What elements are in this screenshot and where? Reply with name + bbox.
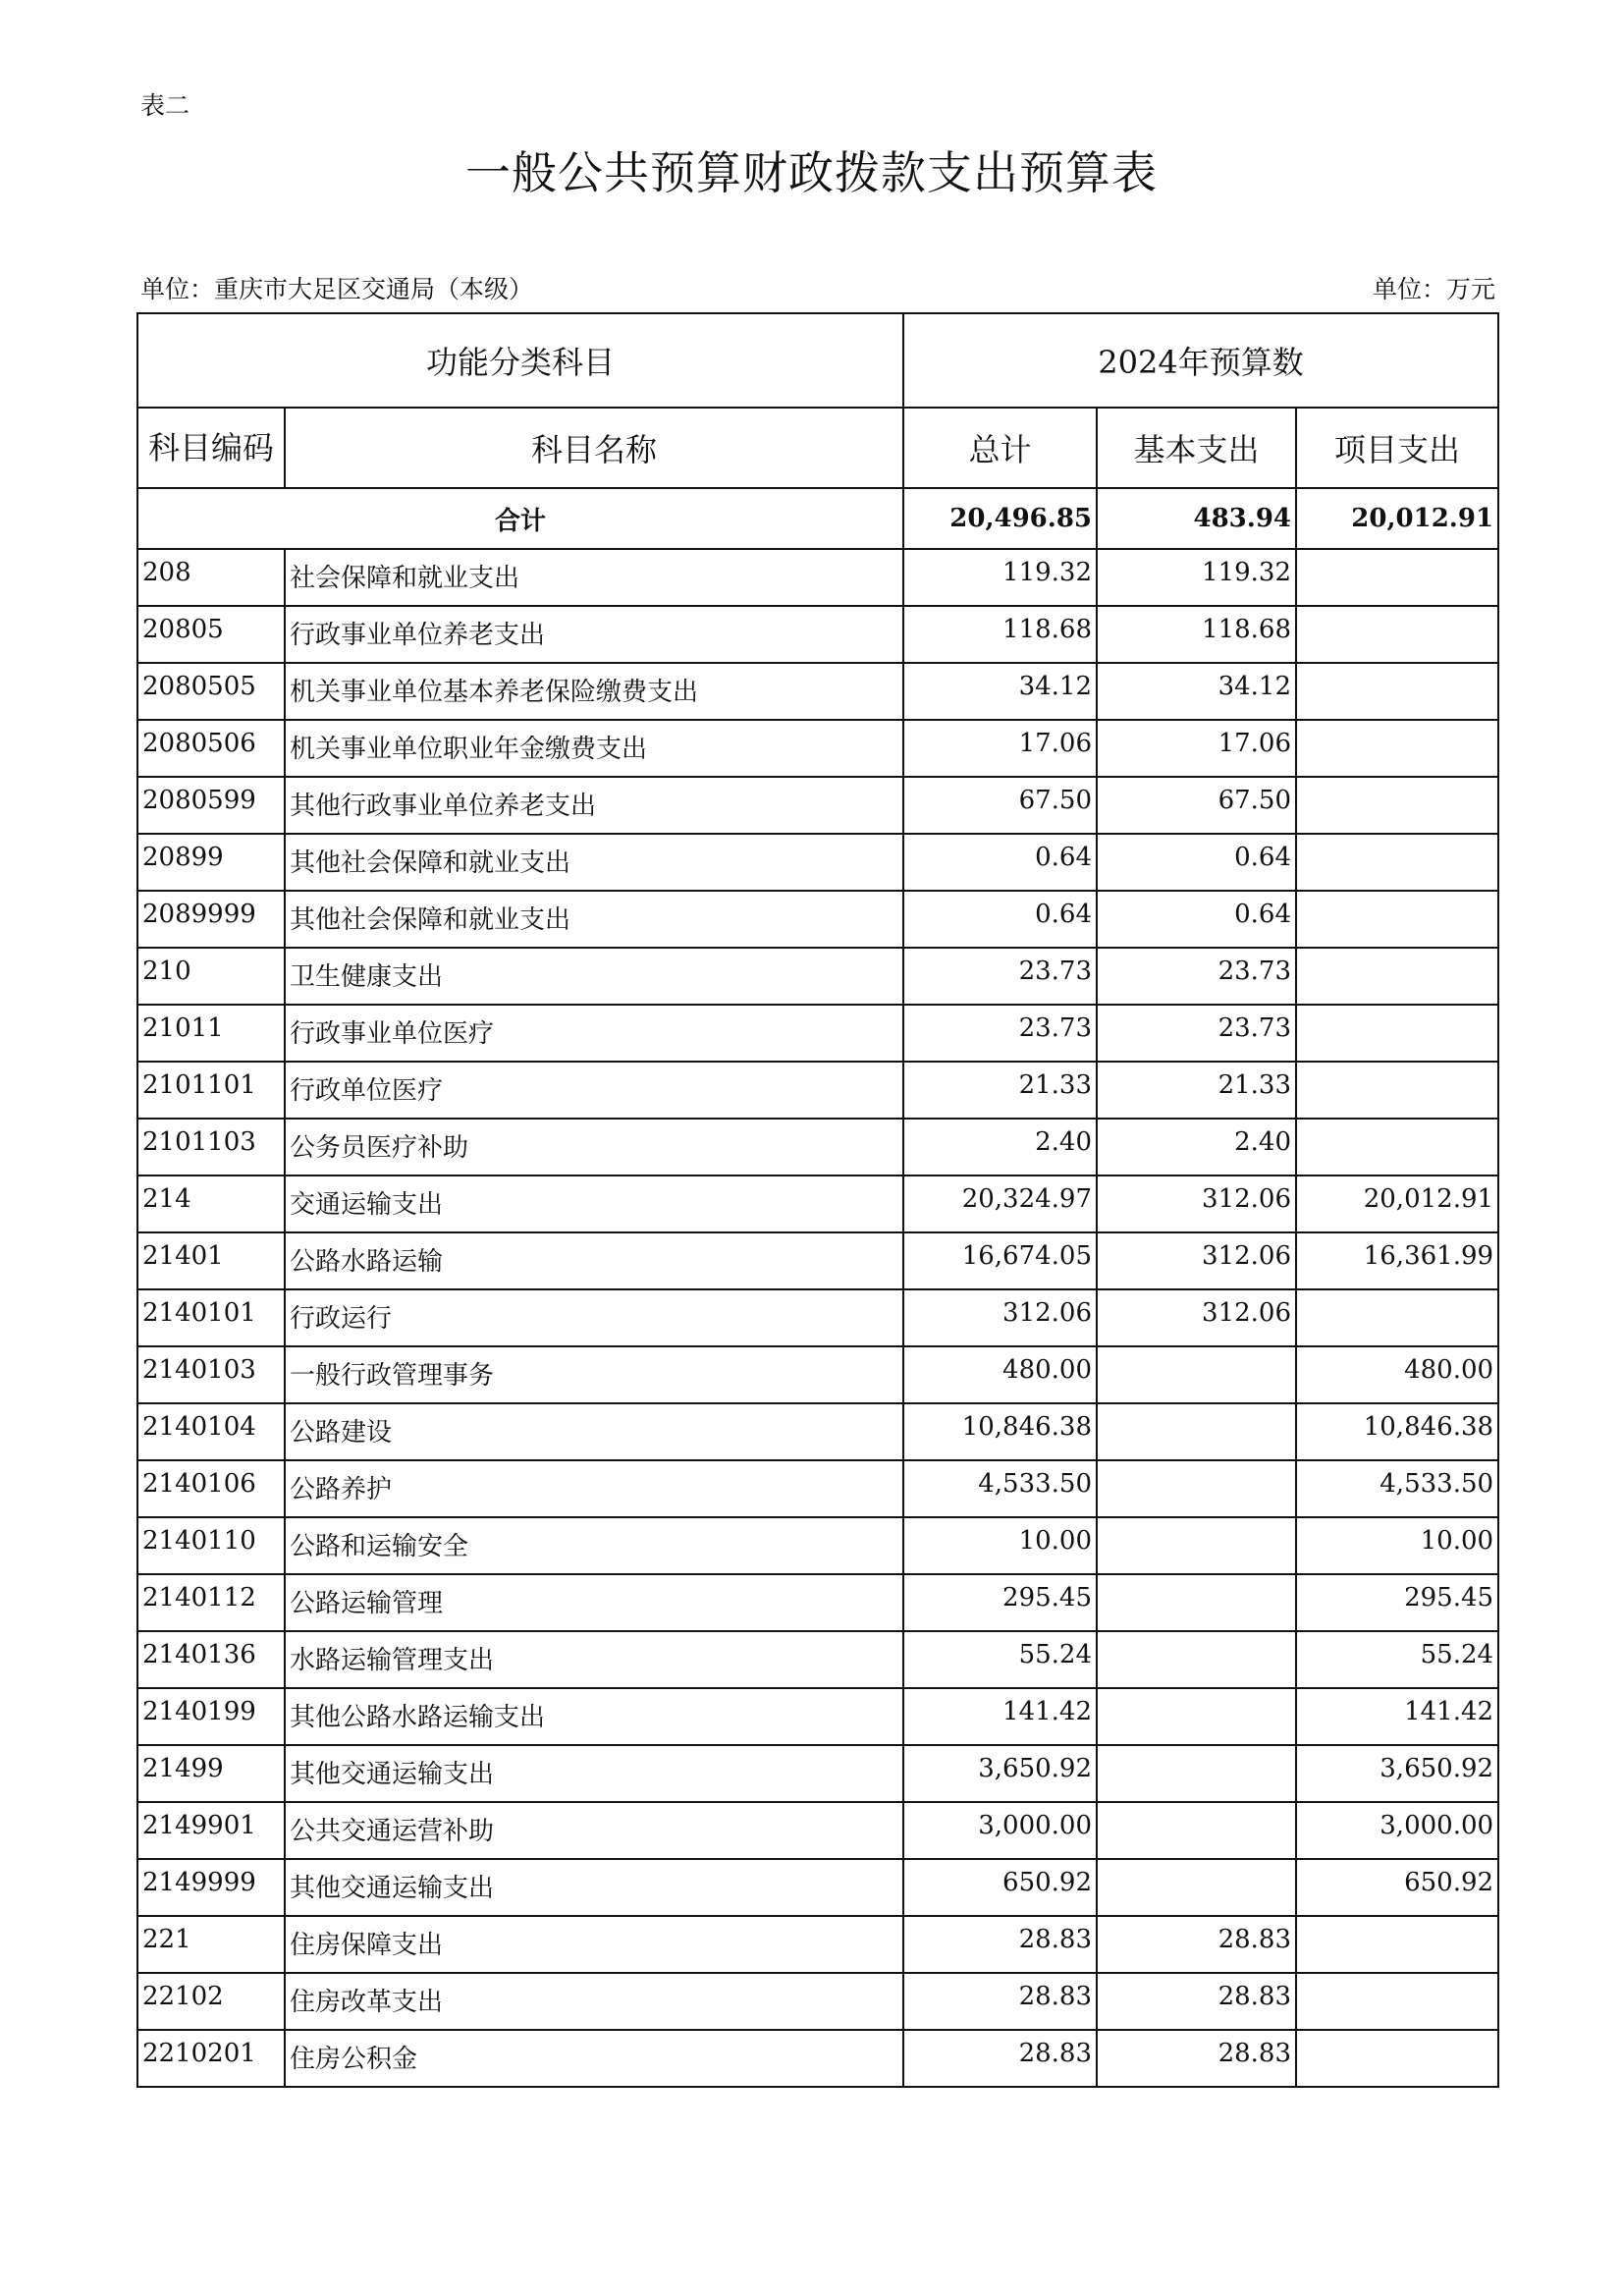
table-row [137,1802,1498,1859]
table-header-row-2 [137,408,1498,488]
row-name: 水路运输管理支出 [285,1631,903,1688]
row-name: 其他交通运输支出 [285,1745,903,1802]
row-name: 行政运行 [285,1289,903,1346]
row-name: 行政单位医疗 [285,1062,903,1119]
row-total: 0.64 [903,834,1097,891]
row-project: 3,000.00 [1296,1802,1498,1859]
header-function-category: 功能分类科目 [137,313,903,408]
row-project [1296,1062,1498,1119]
row-name: 其他社会保障和就业支出 [285,891,903,948]
row-name: 交通运输支出 [285,1175,903,1232]
total-label: 合计 [137,488,903,549]
row-basic [1097,1745,1296,1802]
row-project: 4,533.50 [1296,1460,1498,1517]
row-code: 2140103 [137,1346,285,1403]
table-row [137,1289,1498,1346]
row-name: 公共交通运营补助 [285,1802,903,1859]
row-name: 卫生健康支出 [285,948,903,1005]
row-total: 28.83 [903,1973,1097,2030]
row-name: 机关事业单位职业年金缴费支出 [285,720,903,777]
table-row [137,1517,1498,1574]
row-total: 28.83 [903,1916,1097,1973]
header-name: 科目名称 [285,408,903,488]
row-basic [1097,1688,1296,1745]
row-project: 141.42 [1296,1688,1498,1745]
row-project [1296,1973,1498,2030]
header-budget-year: 2024年预算数 [903,313,1498,408]
row-name: 住房保障支出 [285,1916,903,1973]
row-total: 21.33 [903,1062,1097,1119]
row-total: 141.42 [903,1688,1097,1745]
row-code: 2101103 [137,1119,285,1175]
row-name: 公路和运输安全 [285,1517,903,1574]
row-basic [1097,1460,1296,1517]
row-basic [1097,1574,1296,1631]
row-name: 其他社会保障和就业支出 [285,834,903,891]
row-total: 23.73 [903,1005,1097,1062]
table-row [137,1688,1498,1745]
unit-currency: 单位：万元 [1372,275,1495,303]
table-row [137,1859,1498,1916]
row-project: 650.92 [1296,1859,1498,1916]
table-row [137,2030,1498,2087]
row-code: 214 [137,1175,285,1232]
row-project: 20,012.91 [1296,1175,1498,1232]
row-name: 公务员医疗补助 [285,1119,903,1175]
table-row [137,1403,1498,1460]
table-row [137,891,1498,948]
row-total: 34.12 [903,663,1097,720]
row-name: 其他行政事业单位养老支出 [285,777,903,834]
row-basic: 312.06 [1097,1289,1296,1346]
table-row [137,1631,1498,1688]
row-project [1296,663,1498,720]
row-code: 21401 [137,1232,285,1289]
row-total: 480.00 [903,1346,1097,1403]
row-total: 3,650.92 [903,1745,1097,1802]
table-row [137,1005,1498,1062]
row-project: 3,650.92 [1296,1745,1498,1802]
header-total: 总计 [903,408,1097,488]
row-code: 2210201 [137,2030,285,2087]
row-code: 2080599 [137,777,285,834]
table-row [137,663,1498,720]
row-basic: 118.68 [1097,606,1296,663]
row-name: 其他交通运输支出 [285,1859,903,1916]
row-code: 2140110 [137,1517,285,1574]
row-code: 21011 [137,1005,285,1062]
row-name: 社会保障和就业支出 [285,549,903,606]
row-basic: 0.64 [1097,834,1296,891]
row-project: 295.45 [1296,1574,1498,1631]
row-code: 2140106 [137,1460,285,1517]
row-project: 480.00 [1296,1346,1498,1403]
row-code: 2101101 [137,1062,285,1119]
row-basic: 2.40 [1097,1119,1296,1175]
row-total: 20,324.97 [903,1175,1097,1232]
row-code: 210 [137,948,285,1005]
row-basic: 23.73 [1097,1005,1296,1062]
row-basic: 28.83 [1097,1916,1296,1973]
row-code: 2140101 [137,1289,285,1346]
row-name: 住房改革支出 [285,1973,903,2030]
row-basic: 119.32 [1097,549,1296,606]
row-code: 2149999 [137,1859,285,1916]
row-code: 20899 [137,834,285,891]
row-total: 0.64 [903,891,1097,948]
row-basic [1097,1631,1296,1688]
row-name: 行政事业单位医疗 [285,1005,903,1062]
row-project: 10,846.38 [1296,1403,1498,1460]
row-project [1296,549,1498,606]
row-project [1296,720,1498,777]
row-project [1296,1119,1498,1175]
header-project: 项目支出 [1296,408,1498,488]
table-header-row-1 [137,313,1498,408]
total-row [137,488,1498,549]
row-code: 2080506 [137,720,285,777]
row-total: 16,674.05 [903,1232,1097,1289]
row-basic: 34.12 [1097,663,1296,720]
row-total: 2.40 [903,1119,1097,1175]
row-project [1296,777,1498,834]
row-basic [1097,1802,1296,1859]
row-total: 67.50 [903,777,1097,834]
table-row [137,777,1498,834]
row-project [1296,1916,1498,1973]
table-row [137,1745,1498,1802]
row-project: 16,361.99 [1296,1232,1498,1289]
table-row [137,1346,1498,1403]
row-basic: 28.83 [1097,1973,1296,2030]
row-basic [1097,1517,1296,1574]
row-name: 其他公路水路运输支出 [285,1688,903,1745]
row-basic [1097,1859,1296,1916]
table-row [137,1119,1498,1175]
row-total: 10.00 [903,1517,1097,1574]
table-row [137,720,1498,777]
total-project: 20,012.91 [1296,488,1498,549]
total-sum: 20,496.85 [903,488,1097,549]
row-basic: 23.73 [1097,948,1296,1005]
row-total: 312.06 [903,1289,1097,1346]
budget-table [136,312,1499,2088]
row-basic: 17.06 [1097,720,1296,777]
row-project [1296,834,1498,891]
table-row [137,1232,1498,1289]
row-total: 55.24 [903,1631,1097,1688]
row-basic: 28.83 [1097,2030,1296,2087]
row-total: 4,533.50 [903,1460,1097,1517]
table-row [137,606,1498,663]
row-name: 公路养护 [285,1460,903,1517]
row-basic: 312.06 [1097,1232,1296,1289]
row-name: 机关事业单位基本养老保险缴费支出 [285,663,903,720]
row-name: 公路建设 [285,1403,903,1460]
table-row [137,1175,1498,1232]
row-project [1296,948,1498,1005]
row-code: 2080505 [137,663,285,720]
table-row [137,1916,1498,1973]
row-name: 公路水路运输 [285,1232,903,1289]
row-code: 2089999 [137,891,285,948]
row-name: 住房公积金 [285,2030,903,2087]
row-project: 55.24 [1296,1631,1498,1688]
row-basic [1097,1346,1296,1403]
row-total: 23.73 [903,948,1097,1005]
table-row [137,1460,1498,1517]
row-total: 28.83 [903,2030,1097,2087]
row-total: 10,846.38 [903,1403,1097,1460]
row-project [1296,1005,1498,1062]
header-code: 科目编码 [137,408,285,488]
row-code: 2140136 [137,1631,285,1688]
row-code: 208 [137,549,285,606]
table-row [137,1973,1498,2030]
row-total: 119.32 [903,549,1097,606]
row-code: 221 [137,1916,285,1973]
total-basic: 483.94 [1097,488,1296,549]
row-code: 2140104 [137,1403,285,1460]
table-row [137,948,1498,1005]
table-row [137,1574,1498,1631]
row-project [1296,606,1498,663]
row-basic [1097,1403,1296,1460]
row-basic: 312.06 [1097,1175,1296,1232]
row-code: 2140199 [137,1688,285,1745]
row-basic: 0.64 [1097,891,1296,948]
row-code: 2149901 [137,1802,285,1859]
row-total: 17.06 [903,720,1097,777]
row-project [1296,891,1498,948]
row-name: 行政事业单位养老支出 [285,606,903,663]
row-code: 22102 [137,1973,285,2030]
table-number-label: 表二 [140,91,190,120]
row-project [1296,2030,1498,2087]
table-row [137,834,1498,891]
row-name: 一般行政管理事务 [285,1346,903,1403]
row-total: 118.68 [903,606,1097,663]
row-code: 2140112 [137,1574,285,1631]
row-total: 650.92 [903,1859,1097,1916]
row-project [1296,1289,1498,1346]
table-row [137,1062,1498,1119]
row-total: 295.45 [903,1574,1097,1631]
unit-organization: 单位：重庆市大足区交通局（本级） [140,275,534,303]
row-code: 20805 [137,606,285,663]
row-name: 公路运输管理 [285,1574,903,1631]
row-basic: 21.33 [1097,1062,1296,1119]
row-basic: 67.50 [1097,777,1296,834]
row-total: 3,000.00 [903,1802,1097,1859]
page-title: 一般公共预算财政拨款支出预算表 [465,146,1158,199]
row-code: 21499 [137,1745,285,1802]
table-row [137,549,1498,606]
header-basic: 基本支出 [1097,408,1296,488]
row-project: 10.00 [1296,1517,1498,1574]
